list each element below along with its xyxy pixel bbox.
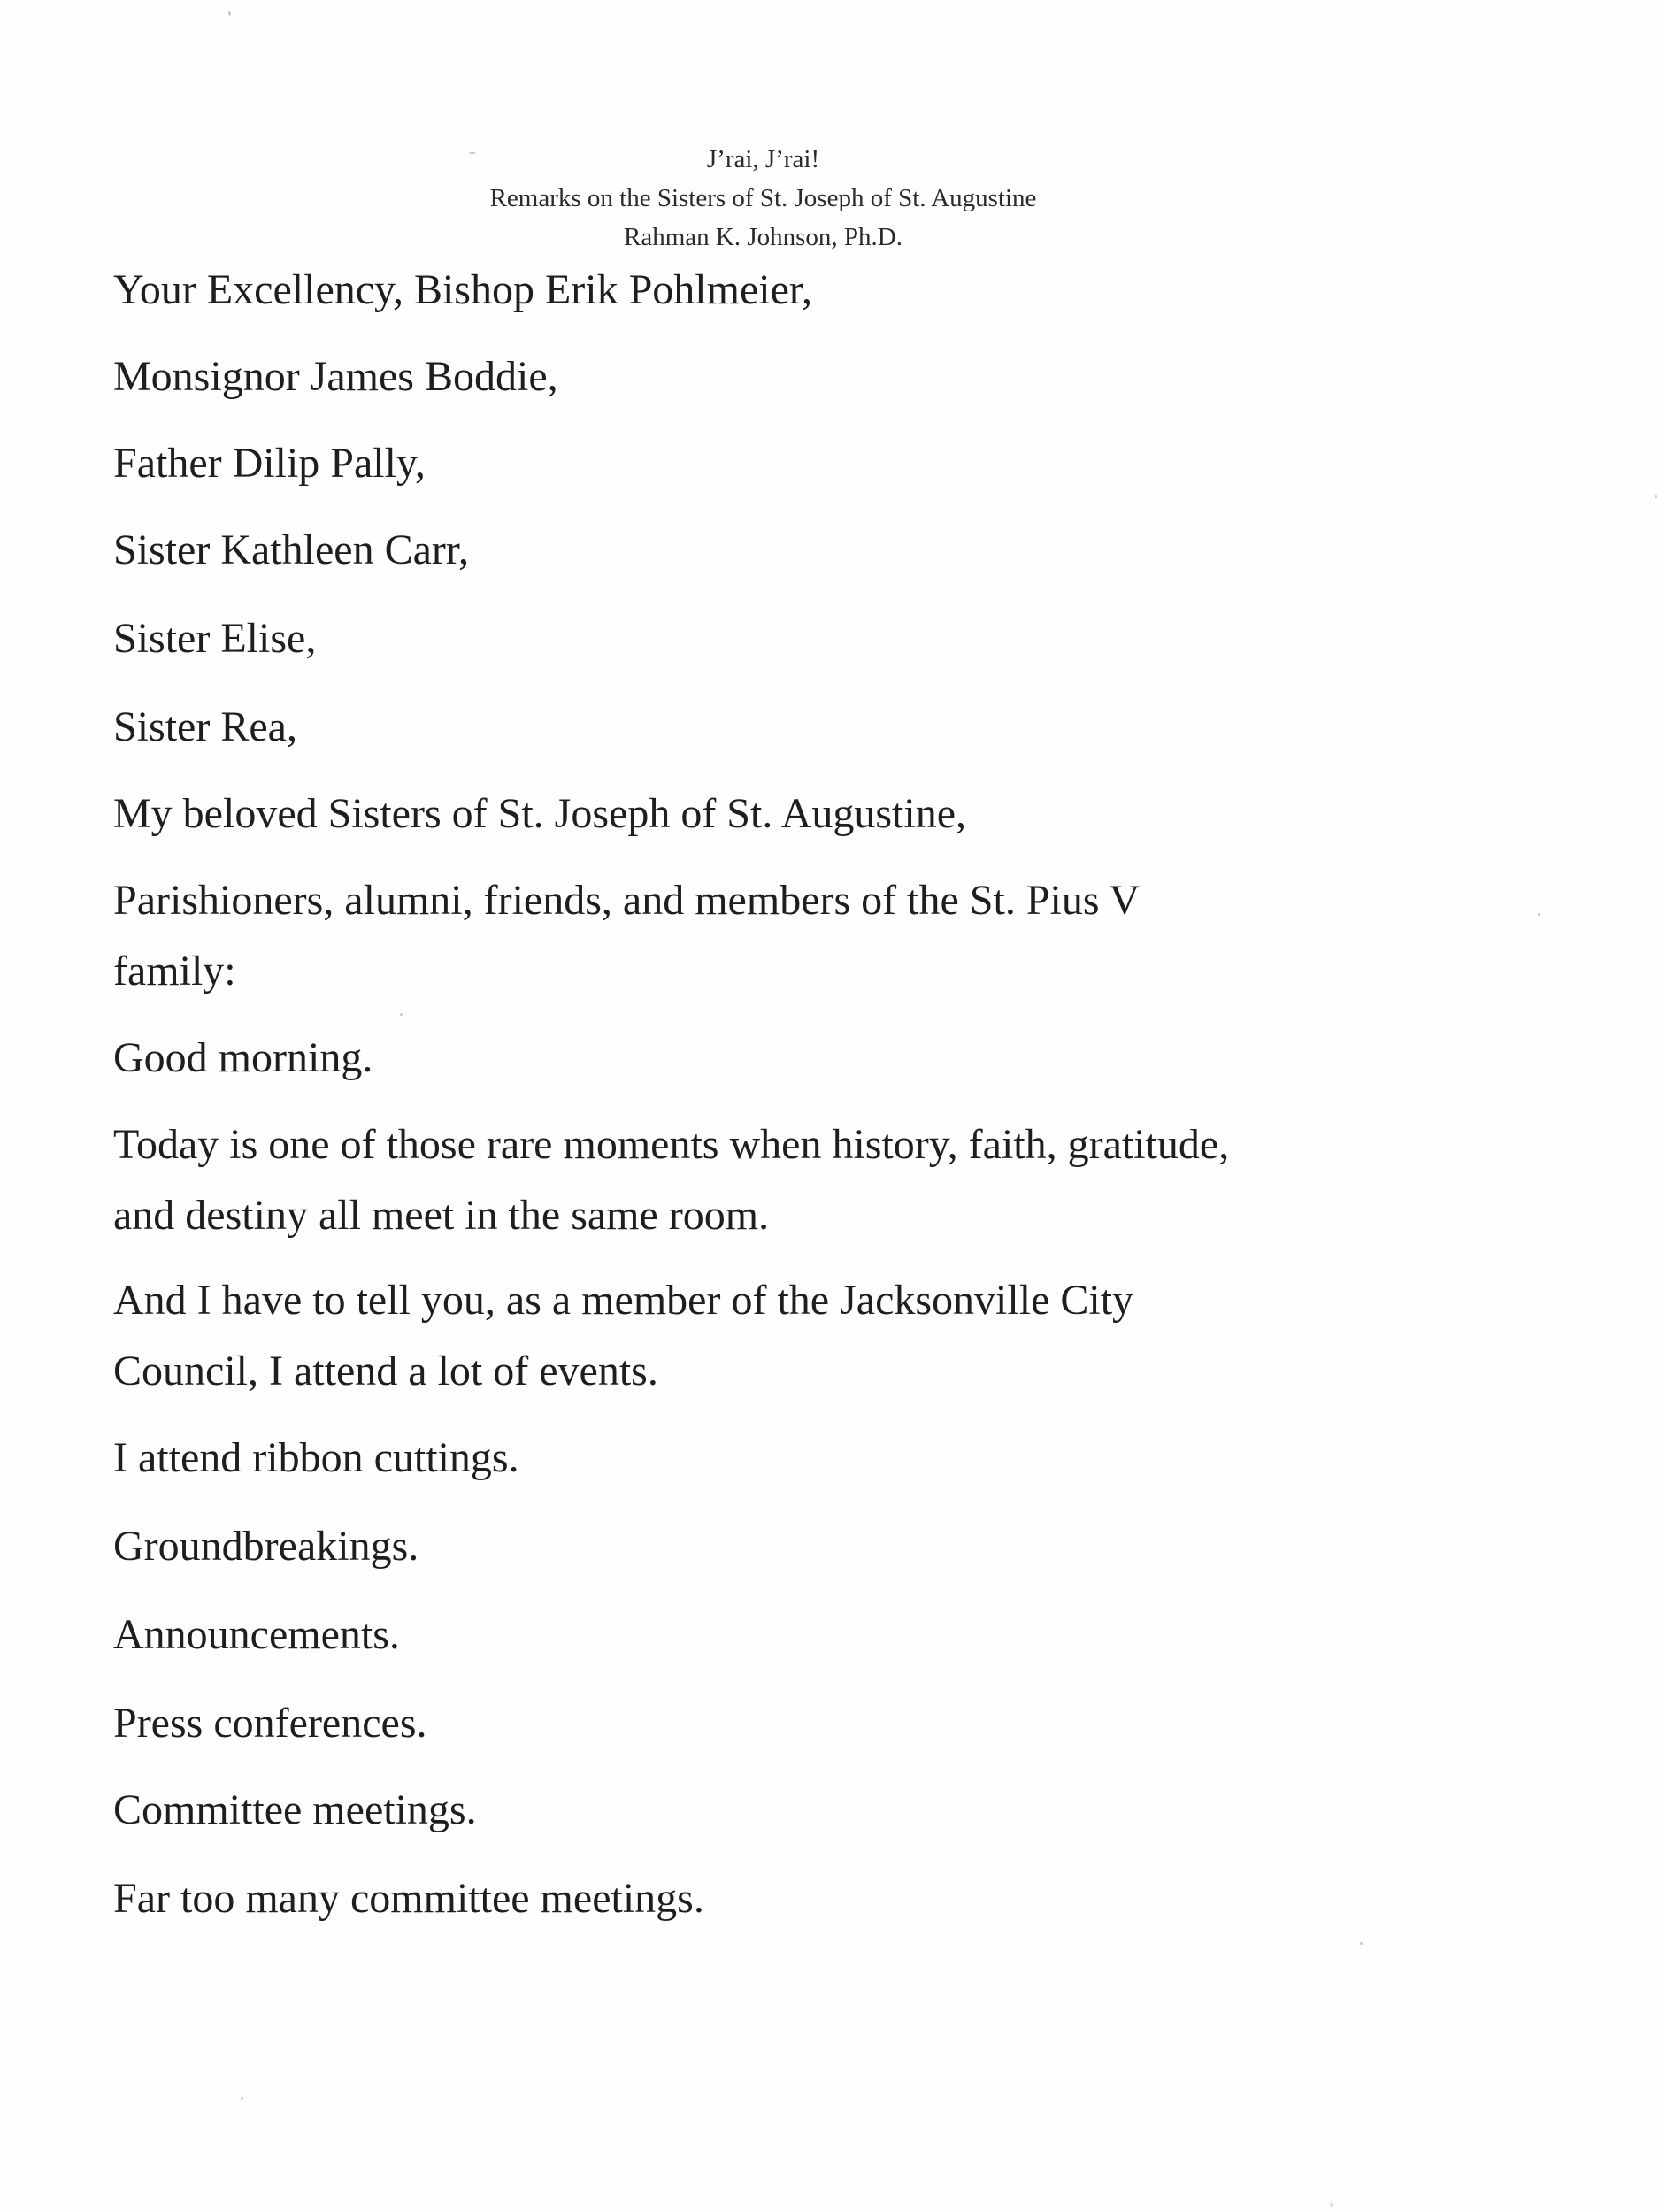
body-line: Press conferences.: [113, 1700, 427, 1747]
speech-subtitle: Remarks on the Sisters of St. Joseph of St. Augustine: [489, 184, 1037, 212]
speech-title: J’rai, J’rai!: [706, 145, 820, 173]
document-header: [0, 140, 1526, 257]
body-paragraph: Today is one of those rare moments when history, faith, gratitude, and destiny all meet in the same room.: [113, 1121, 1230, 1239]
body-paragraph: And I have to tell you, as a member of the Jacksonville City Council, I attend a lot of events.: [113, 1277, 1134, 1394]
scan-speck: [241, 2097, 243, 2100]
scan-speck: [1330, 2203, 1333, 2207]
salutation-line: Your Excellency, Bishop Erik Pohlmeier,: [113, 266, 812, 313]
speech-author: Rahman K. Johnson, Ph.D.: [624, 223, 902, 251]
body-line: Far too many committee meetings.: [113, 1875, 704, 1922]
salutation-paragraph: Parishioners, alumni, friends, and members of the St. Pius V family:: [113, 877, 1141, 995]
salutation-line: Sister Kathleen Carr,: [113, 526, 469, 573]
salutation-line: My beloved Sisters of St. Joseph of St. Augustine,: [113, 790, 967, 837]
scan-speck: [228, 11, 231, 16]
scan-speck: [469, 152, 476, 154]
body-line: Groundbreakings.: [113, 1523, 419, 1570]
salutation-line: Monsignor James Boddie,: [113, 353, 558, 400]
scan-speck: [1538, 913, 1540, 916]
body-line: I attend ribbon cuttings.: [113, 1434, 519, 1481]
salutation-line: Father Dilip Pally,: [113, 440, 426, 487]
salutation-line: Sister Elise,: [113, 615, 317, 662]
body-line: Announcements.: [113, 1611, 400, 1658]
scan-speck: [1655, 495, 1657, 498]
salutation-line: Sister Rea,: [113, 703, 297, 750]
greeting-line: Good morning.: [113, 1034, 373, 1081]
scan-speck: [1360, 1942, 1363, 1945]
body-line: Committee meetings.: [113, 1786, 477, 1833]
scan-speck: [400, 1013, 403, 1016]
